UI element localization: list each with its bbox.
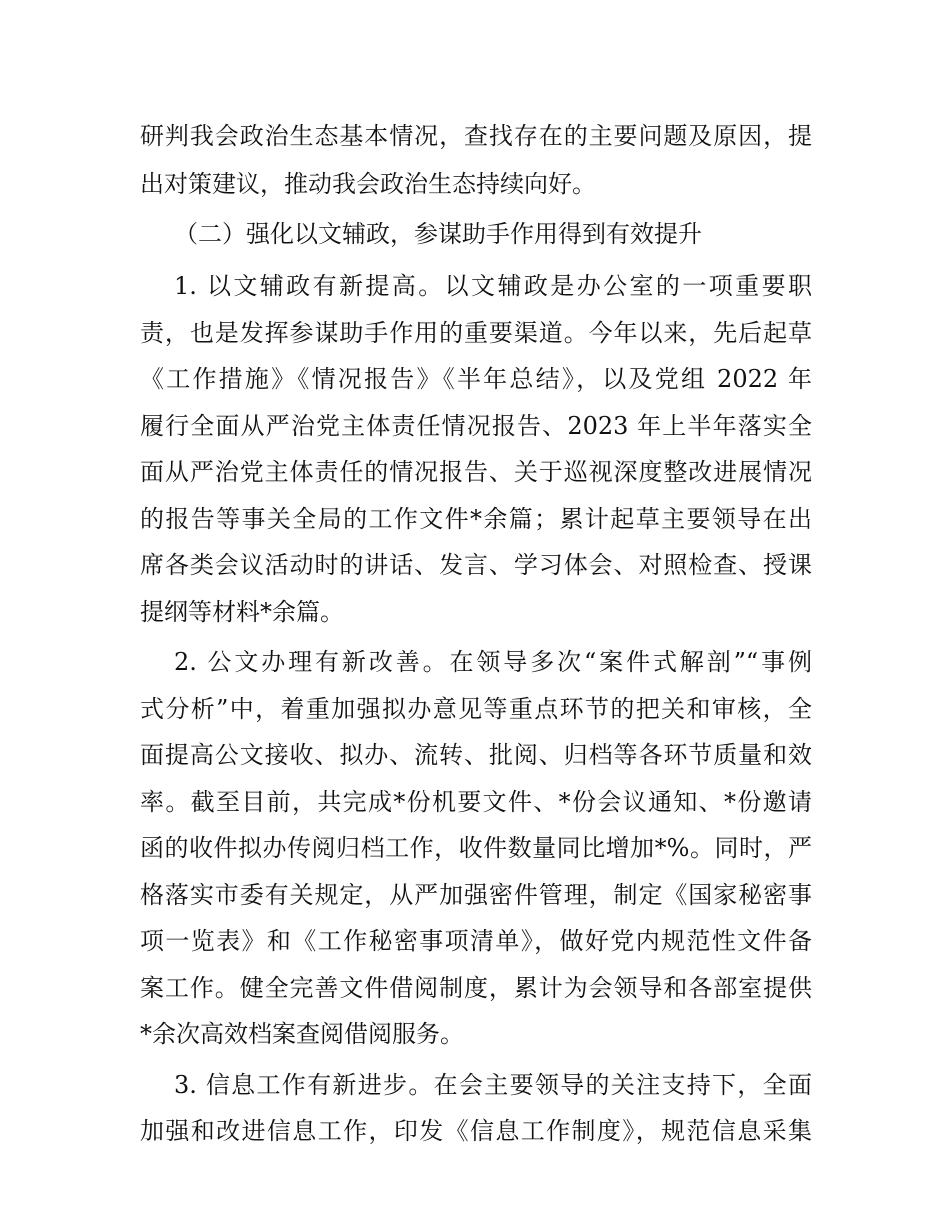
body-text-line: 《工作措施》《情况报告》《半年总结》，以及党组 2022 年 [140, 365, 812, 393]
body-text-line: 研判我会政治生态基本情况，查找存在的主要问题及原因，提 [140, 122, 812, 150]
paragraph-1-first-line: 1. 以文辅政有新提高。以文辅政是办公室的一项重要职 [174, 272, 812, 300]
body-text-line: 面从严治党主体责任的情况报告、关于巡视深度整改进展情况 [140, 458, 812, 486]
paragraph-2-first-line: 2. 公文办理有新改善。在领导多次“案件式解剖”“事例 [174, 648, 812, 676]
body-text-line: 加强和改进信息工作，印发《信息工作制度》，规范信息采集 [140, 1117, 812, 1145]
body-text-line: 案工作。健全完善文件借阅制度，累计为会领导和各部室提供 [140, 974, 812, 1002]
body-text-line: *余次高效档案查阅借阅服务。 [140, 1020, 464, 1048]
body-text-line: 出对策建议，推动我会政治生态持续向好。 [140, 170, 596, 198]
body-text-line: 格落实市委有关规定，从严加强密件管理，制定《国家秘密事 [140, 881, 812, 909]
body-text-line: 席各类会议活动时的讲话、发言、学习体会、对照检查、授课 [140, 551, 812, 579]
section-heading: （二）强化以文辅政，参谋助手作用得到有效提升 [174, 220, 702, 248]
body-text-line: 面提高公文接收、拟办、流转、批阅、归档等各环节质量和效 [140, 741, 812, 769]
paragraph-3-first-line: 3. 信息工作有新进步。在会主要领导的关注支持下，全面 [174, 1071, 812, 1099]
body-text-line: 函的收件拟办传阅归档工作，收件数量同比增加*%。同时，严 [140, 834, 812, 862]
body-text-line: 履行全面从严治党主体责任情况报告、2023 年上半年落实全 [140, 412, 812, 440]
body-text-line: 责，也是发挥参谋助手作用的重要渠道。今年以来，先后起草 [140, 319, 812, 347]
body-text-line: 式分析”中，着重加强拟办意见等重点环节的把关和审核，全 [140, 695, 812, 723]
body-text-line: 项一览表》和《工作秘密事项清单》，做好党内规范性文件备 [140, 927, 812, 955]
body-text-line: 提纲等材料*余篇。 [140, 598, 344, 626]
body-text-line: 的报告等事关全局的工作文件*余篇；累计起草主要领导在出 [140, 505, 812, 533]
body-text-line: 率。截至目前，共完成*份机要文件、*份会议通知、*份邀请 [140, 788, 812, 816]
